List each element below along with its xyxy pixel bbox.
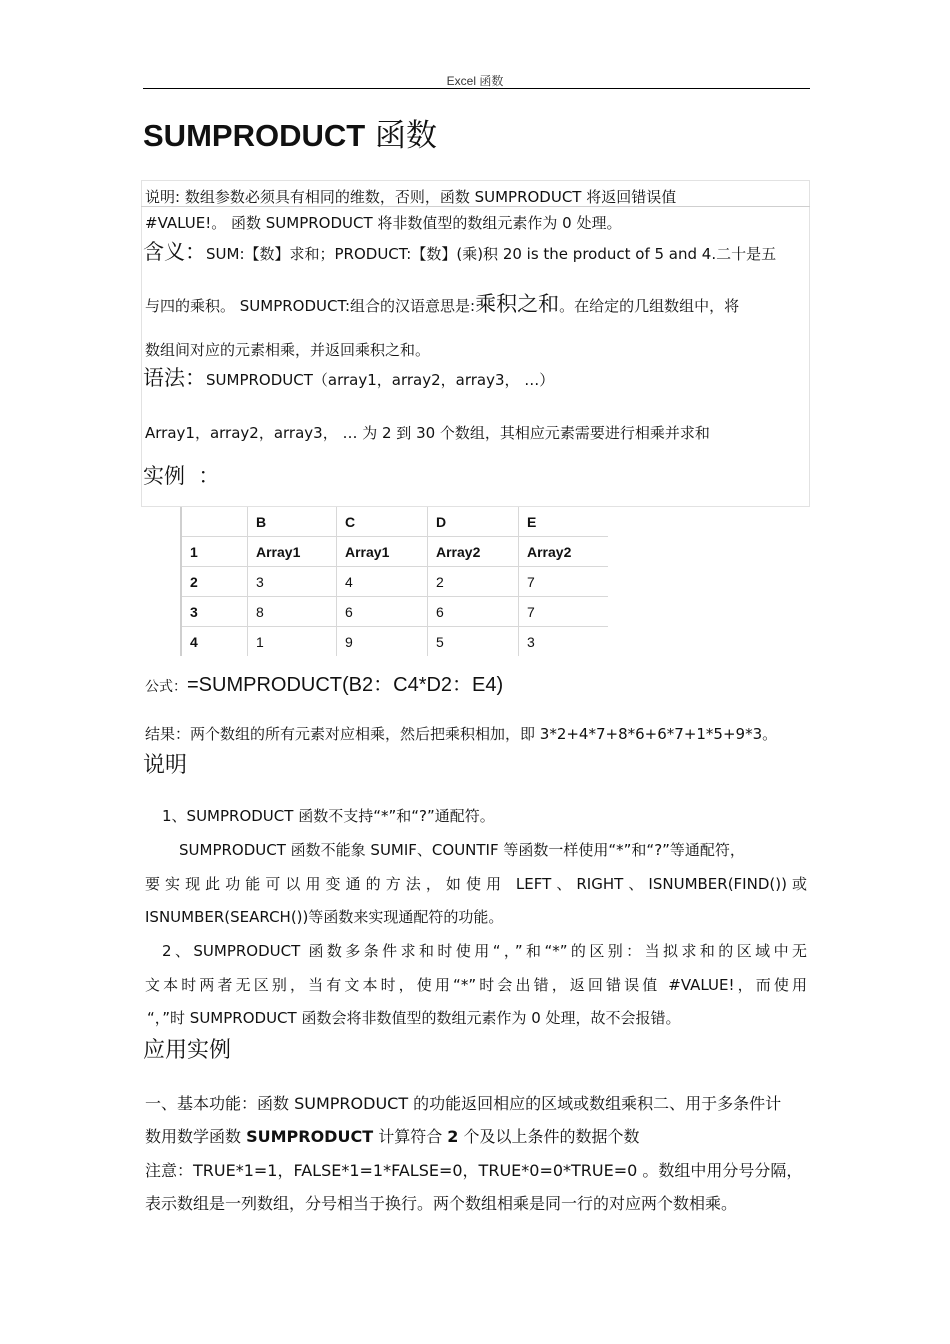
table-cell: E	[519, 507, 609, 537]
meaning-text-1: SUM:【数】求和；PRODUCT:【数】(乘)积 20 is the product of 5 and 4.二十是五	[206, 245, 777, 263]
table-row	[181, 597, 608, 627]
table-cell: 6	[337, 597, 428, 627]
syntax-label: 语法：	[143, 366, 206, 390]
meaning-row-2	[145, 288, 739, 318]
meaning-text-3: 数组间对应的元素相乘，并返回乘积之和。	[145, 341, 431, 359]
apps-line-2e: 个及以上条件的数据个数	[458, 1127, 640, 1146]
table-cell: 2	[181, 567, 248, 597]
notes-p3-line2: 文本时两者无区别，当有文本时，使用“*”时会出错，返回错误值 #VALUE!，而使用	[145, 976, 807, 994]
table-cell: 3	[181, 597, 248, 627]
header-rule	[143, 88, 810, 89]
title-cn: 函数	[365, 118, 438, 154]
notes-p3-line1: 2、SUMPRODUCT 函数多条件求和时使用“，”和“*”的区别：当拟求和的区域中无	[162, 942, 807, 960]
table-row	[181, 507, 608, 537]
table-cell: 9	[337, 627, 428, 657]
table-cell: 2	[428, 567, 519, 597]
apps-line-2a: 数用数学函数	[145, 1127, 247, 1146]
notes-p1: 1、SUMPRODUCT 函数不支持“*”和“?”通配符。	[162, 807, 495, 825]
apps-line-1: 一、基本功能：函数 SUMPRODUCT 的功能返回相应的区域或数组乘积二、用于多条件计	[145, 1094, 782, 1113]
page-title	[143, 110, 437, 155]
args-text: Array1，array2，array3， … 为 2 到 30 个数组，其相应元素需要进行相乘并求和	[145, 424, 710, 442]
meaning-highlight: 乘积之和	[475, 292, 560, 316]
table-row	[181, 567, 608, 597]
table-cell: 6	[428, 597, 519, 627]
table-cell: 4	[181, 627, 248, 657]
table-cell: B	[248, 507, 337, 537]
table-cell	[181, 507, 248, 537]
table-cell: 3	[519, 627, 609, 657]
notes-p2-line2: 要实现此功能可以用变通的方法，如使用 LEFT、RIGHT、ISNUMBER(FIND())或	[145, 875, 807, 893]
table-cell: 1	[181, 537, 248, 567]
note-line-2: #VALUE!。 函数 SUMPRODUCT 将非数值型的数组元素作为 0 处理。	[145, 214, 622, 232]
meaning-text-2a: 与四的乘积。 SUMPRODUCT:组合的汉语意思是:	[145, 297, 476, 315]
table-row	[181, 537, 608, 567]
meaning-label: 含义：	[143, 240, 206, 264]
example-label: 实例 ：	[143, 464, 220, 488]
apps-line-4: 表示数组是一列数组，分号相当于换行。两个数组相乘是同一行的对应两个数相乘。	[145, 1194, 738, 1213]
syntax-text: SUMPRODUCT（array1，array2，array3， …）	[206, 371, 555, 389]
apps-line-2b: SUMPRODUCT	[246, 1127, 374, 1146]
page-header: Excel 函数	[446, 74, 504, 88]
notes-heading: 说明	[143, 753, 188, 778]
table-cell: 3	[248, 567, 337, 597]
notes-p3-line3: “，”时 SUMPRODUCT 函数会将非数值型的数组元素作为 0 处理，故不会报错。	[147, 1009, 681, 1027]
meaning-text-2b: 。在给定的几组数组中，将	[559, 297, 740, 315]
apps-line-2	[145, 1124, 640, 1147]
table-cell: 7	[519, 567, 609, 597]
table-cell: Array1	[337, 537, 428, 567]
table-cell: D	[428, 507, 519, 537]
table-cell: 7	[519, 597, 609, 627]
syntax-row	[143, 362, 554, 392]
apps-line-3: 注意：TRUE*1=1，FALSE*1=1*FALSE=0，TRUE*0=0*TRUE=0 。数组中用分号分隔，	[145, 1161, 803, 1180]
table-cell: 8	[248, 597, 337, 627]
result-text: 结果：两个数组的所有元素对应相乘，然后把乘积相加，即 3*2+4*7+8*6+6*7+1*5+9*3。	[145, 725, 778, 743]
example-table	[180, 507, 608, 656]
table-cell: 4	[337, 567, 428, 597]
table-cell: Array2	[428, 537, 519, 567]
table-cell: C	[337, 507, 428, 537]
table-cell: Array2	[519, 537, 609, 567]
table-row	[181, 627, 608, 657]
meaning-row-1	[143, 236, 776, 266]
title-main: SUMPRODUCT	[143, 118, 366, 153]
table-cell: 5	[428, 627, 519, 657]
apps-heading: 应用实例	[143, 1038, 232, 1063]
table-cell: 1	[248, 627, 337, 657]
notes-p2-line1: SUMPRODUCT 函数不能象 SUMIF、COUNTIF 等函数一样使用“*”和“?”等通配符，	[179, 841, 745, 859]
apps-line-2d: 2	[447, 1127, 459, 1146]
formula-text: =SUMPRODUCT(B2：C4*D2：E4)	[187, 674, 504, 696]
formula-label: 公式：	[145, 679, 187, 695]
note-line-1: 说明: 数组参数必须具有相同的维数，否则，函数 SUMPRODUCT 将返回错误值	[145, 188, 677, 206]
notes-p2-line3: ISNUMBER(SEARCH())等函数来实现通配符的功能。	[145, 908, 504, 926]
formula-row	[145, 668, 503, 697]
table-cell: Array1	[248, 537, 337, 567]
apps-line-2c: 计算符合	[373, 1127, 448, 1146]
